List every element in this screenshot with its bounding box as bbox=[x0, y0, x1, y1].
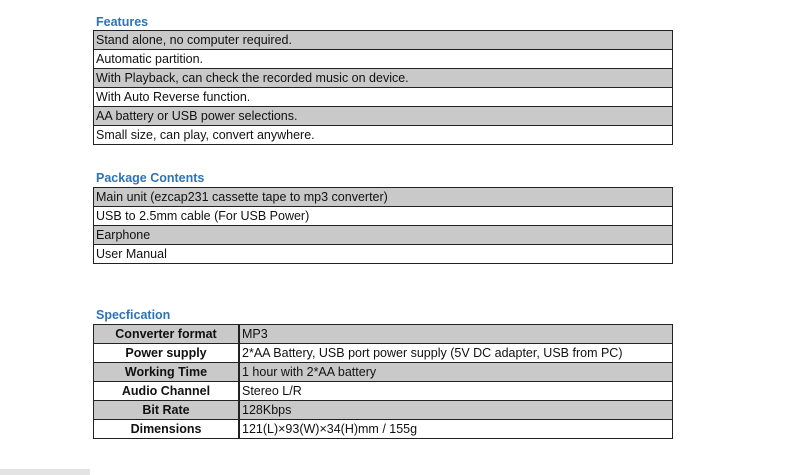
bottom-edge-strip bbox=[0, 469, 90, 475]
feature-item: Automatic partition. bbox=[94, 50, 673, 69]
feature-item: With Playback, can check the recorded music on device. bbox=[94, 69, 673, 88]
table-row bbox=[94, 88, 673, 107]
table-row bbox=[94, 245, 673, 264]
table-row bbox=[94, 401, 673, 420]
spec-value: MP3 bbox=[239, 325, 673, 344]
spec-key: Dimensions bbox=[94, 420, 240, 439]
table-row bbox=[94, 226, 673, 245]
features-table bbox=[93, 30, 673, 145]
feature-item: Stand alone, no computer required. bbox=[94, 31, 673, 50]
package-item: User Manual bbox=[94, 245, 673, 264]
feature-item: Small size, can play, convert anywhere. bbox=[94, 126, 673, 145]
spec-value: 128Kbps bbox=[239, 401, 673, 420]
table-row bbox=[94, 325, 673, 344]
spec-value: 121(L)×93(W)×34(H)mm / 155g bbox=[239, 420, 673, 439]
table-row bbox=[94, 126, 673, 145]
spec-key: Bit Rate bbox=[94, 401, 240, 420]
table-row bbox=[94, 382, 673, 401]
table-row bbox=[94, 50, 673, 69]
spec-value: Stereo L/R bbox=[239, 382, 673, 401]
package-item: Main unit (ezcap231 cassette tape to mp3 converter) bbox=[94, 188, 673, 207]
feature-item: With Auto Reverse function. bbox=[94, 88, 673, 107]
table-row bbox=[94, 363, 673, 382]
spec-key: Working Time bbox=[94, 363, 240, 382]
package-item: USB to 2.5mm cable (For USB Power) bbox=[94, 207, 673, 226]
spec-key: Power supply bbox=[94, 344, 240, 363]
table-row bbox=[94, 344, 673, 363]
table-row bbox=[94, 107, 673, 126]
specification-table bbox=[93, 324, 673, 439]
table-row bbox=[94, 420, 673, 439]
specification-title: Specfication bbox=[96, 308, 171, 322]
table-row bbox=[94, 69, 673, 88]
table-row bbox=[94, 188, 673, 207]
spec-value: 1 hour with 2*AA battery bbox=[239, 363, 673, 382]
feature-item: AA battery or USB power selections. bbox=[94, 107, 673, 126]
package-item: Earphone bbox=[94, 226, 673, 245]
package-contents-title: Package Contents bbox=[96, 171, 205, 185]
features-title: Features bbox=[96, 15, 149, 29]
spec-value: 2*AA Battery, USB port power supply (5V DC adapter, USB from PC) bbox=[239, 344, 673, 363]
spec-key: Converter format bbox=[94, 325, 240, 344]
table-row bbox=[94, 207, 673, 226]
spec-key: Audio Channel bbox=[94, 382, 240, 401]
table-row bbox=[94, 31, 673, 50]
package-contents-table bbox=[93, 187, 673, 264]
